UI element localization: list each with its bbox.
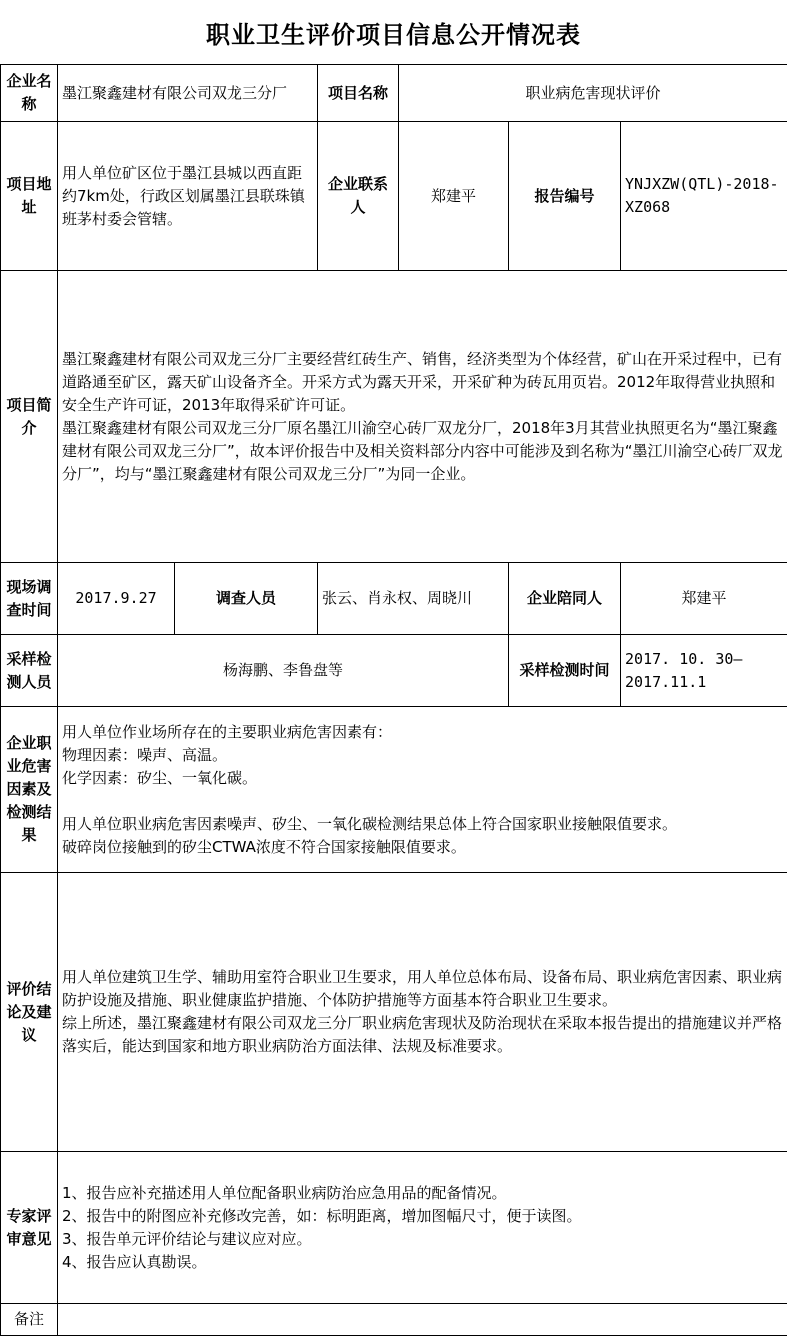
samplers-label: 采样检测人员 xyxy=(1,635,58,707)
conclusion-value: 用人单位建筑卫生学、辅助用室符合职业卫生要求，用人单位总体布局、设备布局、职业病危害因素、职业病防护设施及措施、职业健康监护措施、个体防护措施等方面基本符合职业卫生要求。 综上所述，墨江聚鑫建材有限公司双龙三分厂职业病危害现状及防治现状在采取本报告提出的措施建议并严格落实后，能达到国家和地方职业病防治方面法律、法规及标准要求。 xyxy=(58,873,787,1152)
row-address xyxy=(1,122,787,271)
intro-label: 项目简介 xyxy=(1,271,58,563)
info-table xyxy=(0,64,787,1336)
escort-value: 郑建平 xyxy=(621,563,787,635)
row-remarks xyxy=(1,1304,787,1336)
project-address-label: 项目地址 xyxy=(1,122,58,271)
row-survey xyxy=(1,563,787,635)
row-conclusion xyxy=(1,873,787,1152)
contact-value: 郑建平 xyxy=(399,122,509,271)
escort-label: 企业陪同人 xyxy=(509,563,621,635)
row-intro xyxy=(1,271,787,563)
samplers-value: 杨海鹏、李鲁盘等 xyxy=(58,635,509,707)
conclusion-label: 评价结论及建议 xyxy=(1,873,58,1152)
row-sampling xyxy=(1,635,787,707)
row-hazard xyxy=(1,707,787,873)
intro-value: 墨江聚鑫建材有限公司双龙三分厂主要经营红砖生产、销售，经济类型为个体经营，矿山在开采过程中，已有道路通至矿区，露天矿山设备齐全。开采方式为露天开采，开采矿种为砖瓦用页岩。2012年取得营业执照和安全生产许可证，2013年取得采矿许可证。 墨江聚鑫建材有限公司双龙三分厂原名墨江川渝空心砖厂双龙分厂，2018年3月其营业执照更名为“墨江聚鑫建材有限公司双龙三分厂”，故本评价报告中及相关资料部分内容中可能涉及到名称为“墨江川渝空心砖厂双龙分厂”，均与“墨江聚鑫建材有限公司双龙三分厂”为同一企业。 xyxy=(58,271,787,563)
project-address-value: 用人单位矿区位于墨江县城以西直距约7km处，行政区划属墨江县联珠镇班茅村委会管辖。 xyxy=(58,122,318,271)
remarks-value xyxy=(58,1304,787,1336)
remarks-label: 备注 xyxy=(1,1304,58,1336)
contact-label: 企业联系人 xyxy=(318,122,399,271)
hazard-label: 企业职业危害因素及检测结果 xyxy=(1,707,58,873)
project-name-value: 职业病危害现状评价 xyxy=(399,65,787,122)
report-no-value: YNJXZW(QTL)-2018-XZ068 xyxy=(621,122,787,271)
survey-time-value: 2017.9.27 xyxy=(58,563,175,635)
hazard-value: 用人单位作业场所存在的主要职业病危害因素有： 物理因素：噪声、高温。 化学因素：矽尘、一氧化碳。 用人单位职业病危害因素噪声、矽尘、一氧化碳检测结果总体上符合国家职业接触限值要求。 破碎岗位接触到的矽尘CTWA浓度不符合国家接触限值要求。 xyxy=(58,707,787,873)
sampling-time-value: 2017. 10. 30—2017.11.1 xyxy=(621,635,787,707)
row-company xyxy=(1,65,787,122)
page-title: 职业卫生评价项目信息公开情况表 xyxy=(206,20,581,49)
report-no-label: 报告编号 xyxy=(509,122,621,271)
expert-value: 1、报告应补充描述用人单位配备职业病防治应急用品的配备情况。 2、报告中的附图应补充修改完善，如：标明距离，增加图幅尺寸，便于读图。 3、报告单元评价结论与建议应对应。 4、报告应认真勘误。 xyxy=(58,1152,787,1304)
company-name-label: 企业名称 xyxy=(1,65,58,122)
expert-label: 专家评审意见 xyxy=(1,1152,58,1304)
project-name-label: 项目名称 xyxy=(318,65,399,122)
row-expert xyxy=(1,1152,787,1304)
surveyors-label: 调查人员 xyxy=(175,563,318,635)
sampling-time-label: 采样检测时间 xyxy=(509,635,621,707)
surveyors-value: 张云、肖永权、周晓川 xyxy=(318,563,509,635)
company-name-value: 墨江聚鑫建材有限公司双龙三分厂 xyxy=(58,65,318,122)
survey-time-label: 现场调查时间 xyxy=(1,563,58,635)
